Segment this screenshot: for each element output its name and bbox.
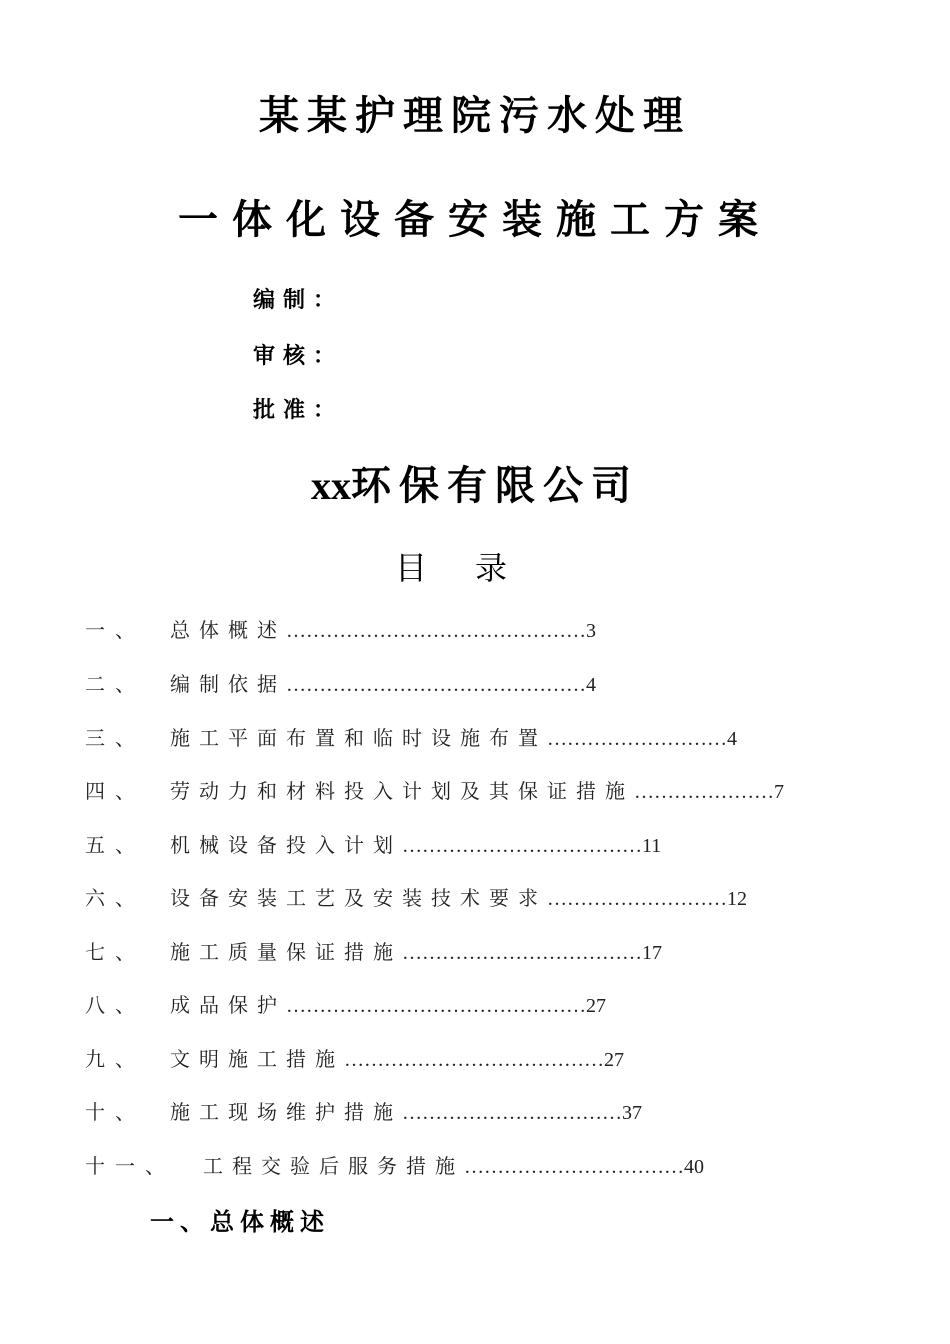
toc-item-title: 机械设备投入计划………………………………11	[170, 833, 662, 857]
toc-item-number: 五、	[85, 833, 145, 857]
toc-item-title: 施工平面布置和临时设施布置………………………4	[170, 726, 737, 750]
toc-item[interactable]	[85, 726, 737, 750]
toc-item[interactable]	[85, 940, 662, 964]
toc-item-leader: ………………………………………	[286, 620, 586, 642]
toc-item-page: 12	[727, 888, 747, 910]
toc-item-leader: ……………………………	[464, 1156, 684, 1178]
toc-item-number: 七、	[85, 940, 145, 964]
toc-item-leader: ………………………………	[402, 942, 642, 964]
toc-item-page: 17	[642, 942, 662, 964]
toc-item[interactable]	[85, 1047, 624, 1071]
toc-item-leader: …………………………………	[344, 1049, 604, 1071]
toc-item-title: 编制依据………………………………………4	[170, 672, 596, 696]
toc-item-number: 一、	[85, 618, 145, 642]
toc-item-leader: ………………………………	[402, 835, 642, 857]
toc-item-number: 十一、	[85, 1154, 175, 1178]
toc-item-page: 40	[684, 1156, 704, 1178]
toc-item-number: 十、	[85, 1100, 145, 1124]
toc-item-leader: ………………………	[547, 888, 727, 910]
signature-reviewer: 审核：	[253, 344, 344, 369]
toc-item[interactable]	[85, 1100, 642, 1124]
document-title-line2: 一体化设备安装施工方案	[178, 197, 772, 243]
toc-item-leader: ………………………………………	[286, 674, 586, 696]
toc-item-title: 施工质量保证措施………………………………17	[170, 940, 662, 964]
toc-item-title: 成品保护………………………………………27	[170, 993, 606, 1017]
toc-item-title: 总体概述………………………………………3	[170, 618, 596, 642]
toc-item-number: 四、	[85, 779, 145, 803]
section-heading: 一、总体概述	[150, 1208, 330, 1236]
toc-item[interactable]	[85, 779, 784, 803]
toc-heading	[0, 549, 950, 587]
toc-item-leader: ……………………………	[402, 1102, 622, 1124]
toc-item-page: 4	[727, 728, 737, 750]
toc-item-page: 7	[774, 781, 784, 803]
signature-compiler: 编制：	[253, 288, 344, 313]
toc-item-page: 37	[622, 1102, 642, 1124]
toc-item[interactable]	[85, 618, 596, 642]
toc-item-number: 三、	[85, 726, 145, 750]
toc-item-leader: …………………	[634, 781, 774, 803]
toc-item-leader: ………………………………………	[286, 995, 586, 1017]
toc-item-title: 施工现场维护措施……………………………37	[170, 1100, 642, 1124]
toc-item-title: 文明施工措施…………………………………27	[170, 1047, 624, 1071]
toc-item[interactable]	[85, 833, 662, 857]
toc-item-leader: ………………………	[547, 728, 727, 750]
toc-item[interactable]	[85, 1154, 704, 1178]
toc-item[interactable]	[85, 886, 747, 910]
toc-item[interactable]	[85, 672, 596, 696]
toc-item-page: 27	[604, 1049, 624, 1071]
toc-item-page: 3	[586, 620, 596, 642]
company-prefix: xx	[311, 463, 351, 508]
toc-item[interactable]	[85, 993, 606, 1017]
toc-item-title: 工程交验后服务措施……………………………40	[203, 1154, 704, 1178]
toc-item-number: 六、	[85, 886, 145, 910]
toc-item-number: 二、	[85, 672, 145, 696]
company-name	[0, 463, 950, 509]
toc-item-title: 劳动力和材料投入计划及其保证措施…………………7	[170, 779, 784, 803]
toc-item-page: 4	[586, 674, 596, 696]
toc-item-title: 设备安装工艺及安装技术要求………………………12	[170, 886, 747, 910]
document-title-line1: 某某护理院污水处理	[259, 93, 691, 139]
toc-item-number: 八、	[85, 993, 145, 1017]
company-name-text: 环保有限公司	[351, 463, 639, 509]
toc-item-page: 27	[586, 995, 606, 1017]
toc-item-page: 11	[642, 835, 662, 857]
signature-approver: 批准：	[253, 398, 344, 423]
toc-heading-text: 目录	[394, 549, 555, 587]
toc-item-number: 九、	[85, 1047, 145, 1071]
